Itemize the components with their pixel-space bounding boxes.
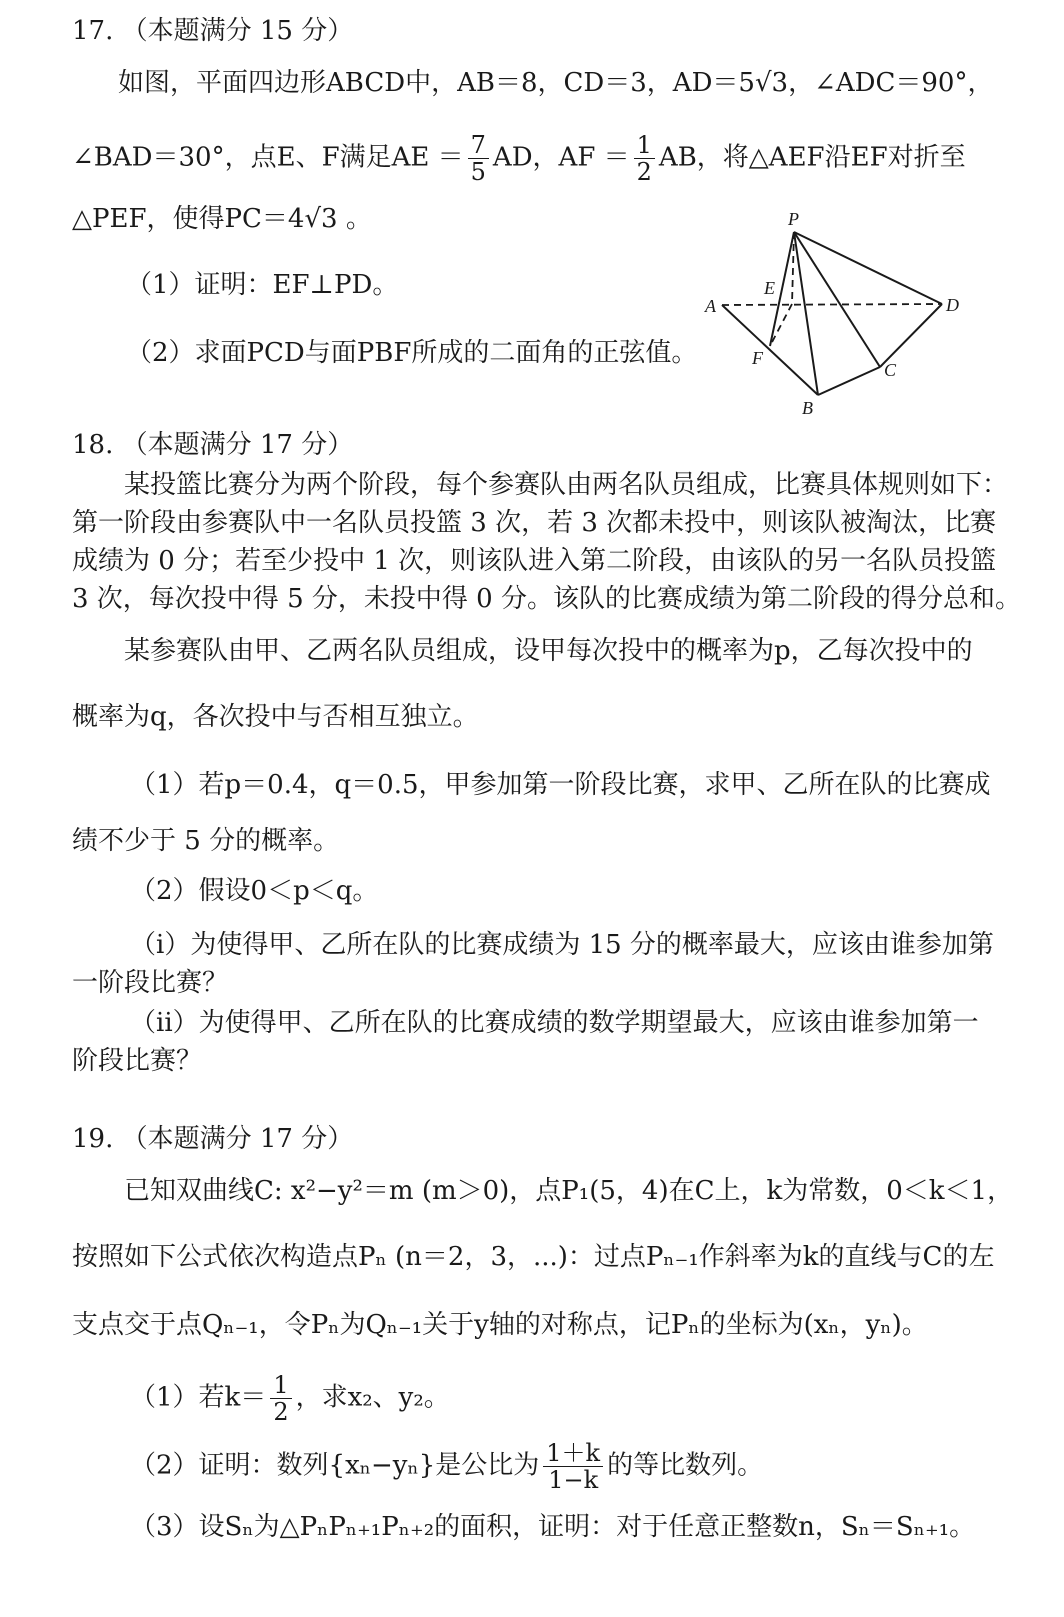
q17-fraction-1-2: $\frac{1}{2}$ — [634, 132, 655, 185]
q19-part-1a: （1）若k＝ — [130, 1382, 267, 1413]
q18-part-2-ii-a: （ii）为使得甲、乙所在队的比赛成绩的数学期望最大，应该由谁参加第一 — [130, 1008, 979, 1038]
fig-label-F: F — [752, 348, 763, 368]
q18-line-5: 某参赛队由甲、乙两名队员组成，设甲每次投中的概率为p，乙每次投中的 — [124, 636, 973, 666]
q19-part-2b: 的等比数列。 — [607, 1450, 764, 1481]
q19-fraction-1-2: $\frac{1}{2}$ — [270, 1372, 291, 1425]
q18-line-2: 第一阶段由参赛队中一名队员投篮 3 次，若 3 次都未投中，则该队被淘汰，比赛 — [72, 508, 997, 538]
q18-part-2-ii-b: 阶段比赛？ — [72, 1046, 203, 1076]
q18-line-6: 概率为q，各次投中与否相互独立。 — [72, 702, 479, 732]
q18-part-2: （2）假设0＜p＜q。 — [130, 876, 379, 906]
q19-line-3: 支点交于点Qₙ₋₁，令Pₙ为Qₙ₋₁关于y轴的对称点，记Pₙ的坐标为(xₙ，yₙ)。 — [72, 1310, 928, 1340]
q18-part-1b: 绩不少于 5 分的概率。 — [72, 826, 340, 856]
q17-line-2c: AB，将△AEF沿EF对折至 — [658, 142, 966, 173]
q17-line-2b: AD，AF ＝ — [492, 142, 630, 173]
q18-part-2-i-b: 一阶段比赛？ — [72, 968, 229, 998]
q19-part-2 — [130, 1440, 763, 1493]
q19-header: 19. （本题满分 17 分） — [72, 1124, 354, 1154]
q18-line-3: 成绩为 0 分；若至少投中 1 次，则该队进入第二阶段，由该队的另一名队员投篮 — [72, 546, 997, 576]
q17-part-2: （2）求面PCD与面PBF所成的二面角的正弦值。 — [126, 338, 698, 368]
q19-part-2a: （2）证明：数列{xₙ−yₙ}是公比为 — [130, 1450, 540, 1481]
q18-line-4: 3 次，每次投中得 5 分，未投中得 0 分。该队的比赛成绩为第二阶段的得分总和。 — [72, 584, 1021, 614]
fig-label-E: E — [764, 278, 775, 298]
q18-header: 18. （本题满分 17 分） — [72, 430, 354, 460]
q19-part-1b: ，求x₂、y₂。 — [295, 1382, 450, 1413]
q19-part-3: （3）设Sₙ为△PₙPₙ₊₁Pₙ₊₂的面积，证明：对于任意正整数n，Sₙ＝Sₙ₊₁。 — [130, 1512, 976, 1542]
fig-label-A: A — [705, 296, 716, 316]
fig-label-C: C — [884, 360, 897, 380]
fig-label-B: B — [802, 398, 813, 418]
fig-label-D: D — [946, 295, 959, 315]
q17-line-3: △PEF，使得PC＝4√3 。 — [72, 204, 372, 234]
q18-part-1a: （1）若p＝0.4，q＝0.5，甲参加第一阶段比赛，求甲、乙所在队的比赛成 — [130, 770, 991, 800]
fig-label-P: P — [788, 209, 799, 229]
q17-line-2a: ∠BAD＝30°，点E、F满足AE ＝ — [72, 142, 464, 173]
q17-fraction-7-5: $\frac{7}{5}$ — [468, 132, 489, 185]
q17-line-2 — [72, 132, 966, 185]
q19-fraction-ratio: $\frac{1+k}{1-k}$ — [543, 1440, 603, 1493]
q19-line-1: 已知双曲线C: x²−y²＝m (m＞0)，点P₁(5，4)在C上，k为常数，0＜k＜1， — [124, 1176, 1014, 1206]
q18-part-2-i-a: （i）为使得甲、乙所在队的比赛成绩为 15 分的概率最大，应该由谁参加第 — [130, 930, 994, 960]
q19-part-1 — [130, 1372, 450, 1425]
q17-header: 17. （本题满分 15 分） — [72, 16, 354, 46]
q17-line-1: 如图，平面四边形ABCD中，AB＝8，CD＝3，AD＝5√3，∠ADC＝90°， — [118, 68, 994, 98]
q17-pyramid-figure — [690, 200, 980, 420]
q17-part-1: （1）证明：EF⊥PD。 — [126, 270, 399, 300]
q18-line-1: 某投篮比赛分为两个阶段，每个参赛队由两名队员组成，比赛具体规则如下： — [124, 470, 1009, 500]
q19-line-2: 按照如下公式依次构造点Pₙ (n＝2，3，...)：过点Pₙ₋₁作斜率为k的直线与C的左 — [72, 1242, 995, 1272]
